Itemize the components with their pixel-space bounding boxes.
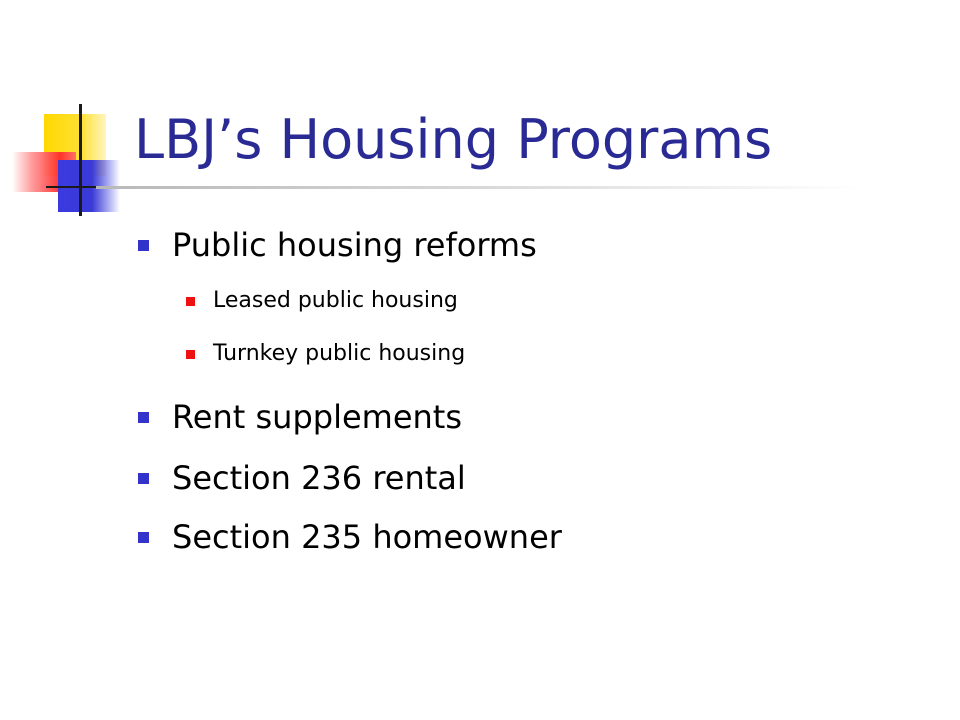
sub-bullet-item	[213, 340, 465, 368]
sub-bullet-text: Leased public housing	[213, 288, 458, 313]
bullet-item	[172, 517, 562, 557]
bullet-square-icon	[138, 412, 149, 423]
bullet-text: Rent supplements	[172, 398, 462, 436]
title-underline-rule	[96, 186, 866, 189]
bullet-text: Section 235 homeowner	[172, 518, 562, 556]
bullet-square-icon	[138, 532, 149, 543]
slide-title: LBJ’s Housing Programs	[134, 108, 773, 171]
sub-bullet-square-icon	[186, 297, 195, 306]
sub-bullet-item	[213, 287, 458, 315]
bullet-text: Public housing reforms	[172, 226, 537, 264]
bullet-square-icon	[138, 240, 149, 251]
sub-bullet-square-icon	[186, 350, 195, 359]
bullet-item	[172, 458, 466, 498]
bullet-text: Section 236 rental	[172, 459, 466, 497]
bullet-item	[172, 225, 537, 265]
bullet-item	[172, 397, 462, 437]
sub-bullet-text: Turnkey public housing	[213, 341, 466, 366]
vertical-line-decoration	[79, 104, 82, 216]
bullet-square-icon	[138, 473, 149, 484]
